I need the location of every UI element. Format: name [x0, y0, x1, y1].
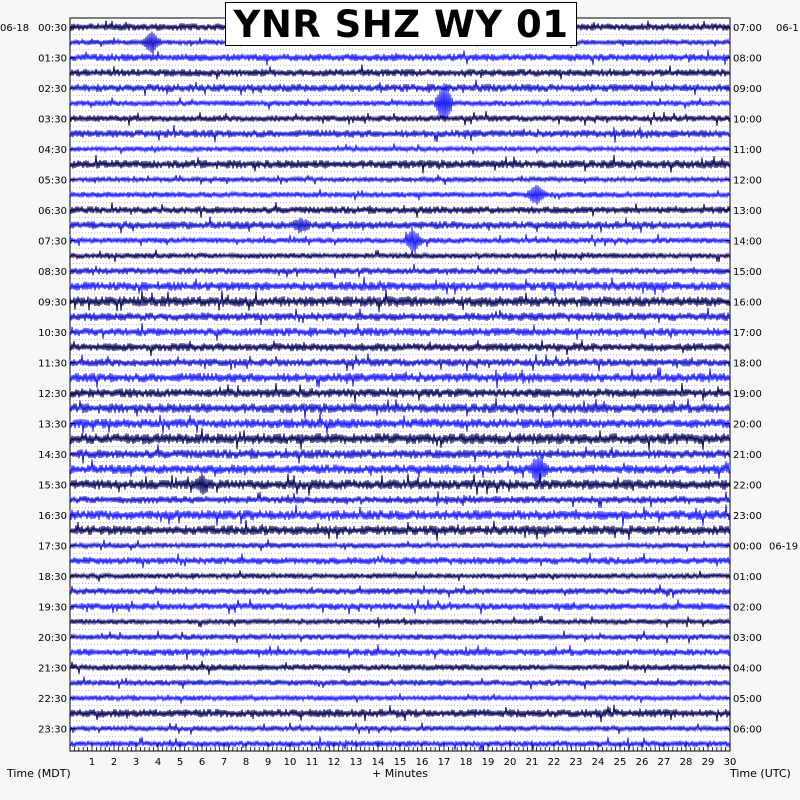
left-time-label: 08:30	[38, 267, 67, 278]
x-tick-label: 21	[525, 757, 539, 768]
x-tick-label: 29	[701, 757, 715, 768]
x-tick-label: 27	[657, 757, 671, 768]
left-time-label: 01:30	[38, 53, 67, 65]
left-time-label: 06:30	[38, 206, 67, 217]
left-time-label: 14:30	[38, 450, 67, 461]
right-time-label: 23:00	[733, 511, 762, 522]
x-tick-label: 12	[327, 757, 341, 768]
left-time-label: 04:30	[38, 145, 67, 156]
left-time-label: 18:30	[38, 572, 67, 583]
right-time-label: 12:00	[733, 175, 762, 187]
x-tick-label: 10	[283, 757, 297, 768]
right-time-label: 01:00	[733, 572, 762, 583]
x-tick-label: 1	[88, 757, 96, 768]
x-tick-label: 25	[613, 757, 627, 768]
left-time-label: 12:30	[38, 389, 67, 400]
right-time-label: 08:00	[733, 53, 762, 65]
x-axis-label: + Minutes	[371, 767, 429, 780]
right-date-label: 06-1	[776, 23, 799, 34]
x-tick-label: 3	[132, 757, 140, 768]
left-time-label: 10:30	[38, 328, 67, 339]
x-tick-label: 6	[198, 757, 206, 768]
right-date-mid-label: 06-19	[769, 541, 799, 553]
right-time-label: 02:00	[733, 602, 762, 614]
x-tick-label: 13	[349, 757, 363, 768]
right-time-label: 22:00	[733, 480, 762, 492]
right-time-label: 20:00	[733, 419, 762, 431]
x-tick-label: 24	[591, 757, 605, 768]
right-time-label: 06:00	[733, 724, 762, 736]
x-tick-label: 16	[415, 757, 429, 768]
right-time-label: 11:00	[733, 145, 762, 156]
plot-area	[70, 18, 730, 751]
left-time-label: 15:30	[38, 480, 67, 492]
left-time-label: 13:30	[38, 419, 67, 431]
left-time-label: 17:30	[38, 541, 67, 553]
x-tick-label: 4	[154, 757, 162, 768]
x-tick-label: 18	[459, 757, 473, 768]
left-time-label: 02:30	[38, 84, 67, 95]
x-tick-label: 20	[503, 757, 517, 768]
right-time-label: 00:00	[733, 541, 762, 553]
right-time-label: 05:00	[733, 694, 762, 705]
x-tick-label: 28	[679, 757, 693, 768]
right-time-label: 18:00	[733, 358, 762, 370]
x-tick-label: 19	[481, 757, 495, 768]
x-tick-label: 8	[242, 757, 250, 768]
x-tick-label: 11	[305, 757, 319, 768]
right-time-label: 19:00	[733, 389, 762, 400]
x-tick-label: 14	[371, 757, 385, 768]
right-time-label: 10:00	[733, 114, 762, 126]
x-tick-label: 15	[393, 757, 407, 768]
x-tick-label: 2	[110, 757, 118, 768]
x-tick-label: 22	[547, 757, 561, 768]
chart-title: YNR SHZ WY 01	[225, 2, 577, 46]
left-time-label: 11:30	[38, 358, 67, 370]
right-time-label: 16:00	[733, 297, 762, 309]
right-time-label: 07:00	[733, 23, 762, 34]
left-time-label: 16:30	[38, 511, 67, 522]
x-tick-label: 9	[264, 757, 272, 768]
x-tick-label: 7	[220, 757, 228, 768]
left-time-label: 22:30	[38, 694, 67, 705]
left-time-label: 23:30	[38, 724, 67, 736]
left-time-label: 20:30	[38, 633, 67, 644]
right-axis-label: Time (UTC)	[730, 767, 791, 780]
x-tick-label: 23	[569, 757, 583, 768]
right-time-label: 17:00	[733, 328, 762, 339]
left-date-label: 06-18	[0, 23, 30, 34]
left-axis-label: Time (MDT)	[7, 767, 71, 780]
x-tick-label: 30	[723, 757, 737, 768]
x-tick-label: 17	[437, 757, 451, 768]
right-time-label: 09:00	[733, 84, 762, 95]
right-time-label: 03:00	[733, 633, 762, 644]
left-time-label: 21:30	[38, 663, 67, 675]
right-time-label: 21:00	[733, 450, 762, 461]
right-time-label: 14:00	[733, 236, 762, 248]
right-time-label: 15:00	[733, 267, 762, 278]
left-time-label: 03:30	[38, 114, 67, 126]
right-time-label: 13:00	[733, 206, 762, 217]
left-time-label: 09:30	[38, 297, 67, 309]
left-time-label: 07:30	[38, 236, 67, 248]
right-time-label: 04:00	[733, 663, 762, 675]
x-tick-label: 5	[176, 757, 184, 768]
left-time-label: 00:30	[38, 23, 67, 34]
x-tick-label: 26	[635, 757, 649, 768]
left-time-label: 19:30	[38, 602, 67, 614]
left-time-label: 05:30	[38, 175, 67, 187]
